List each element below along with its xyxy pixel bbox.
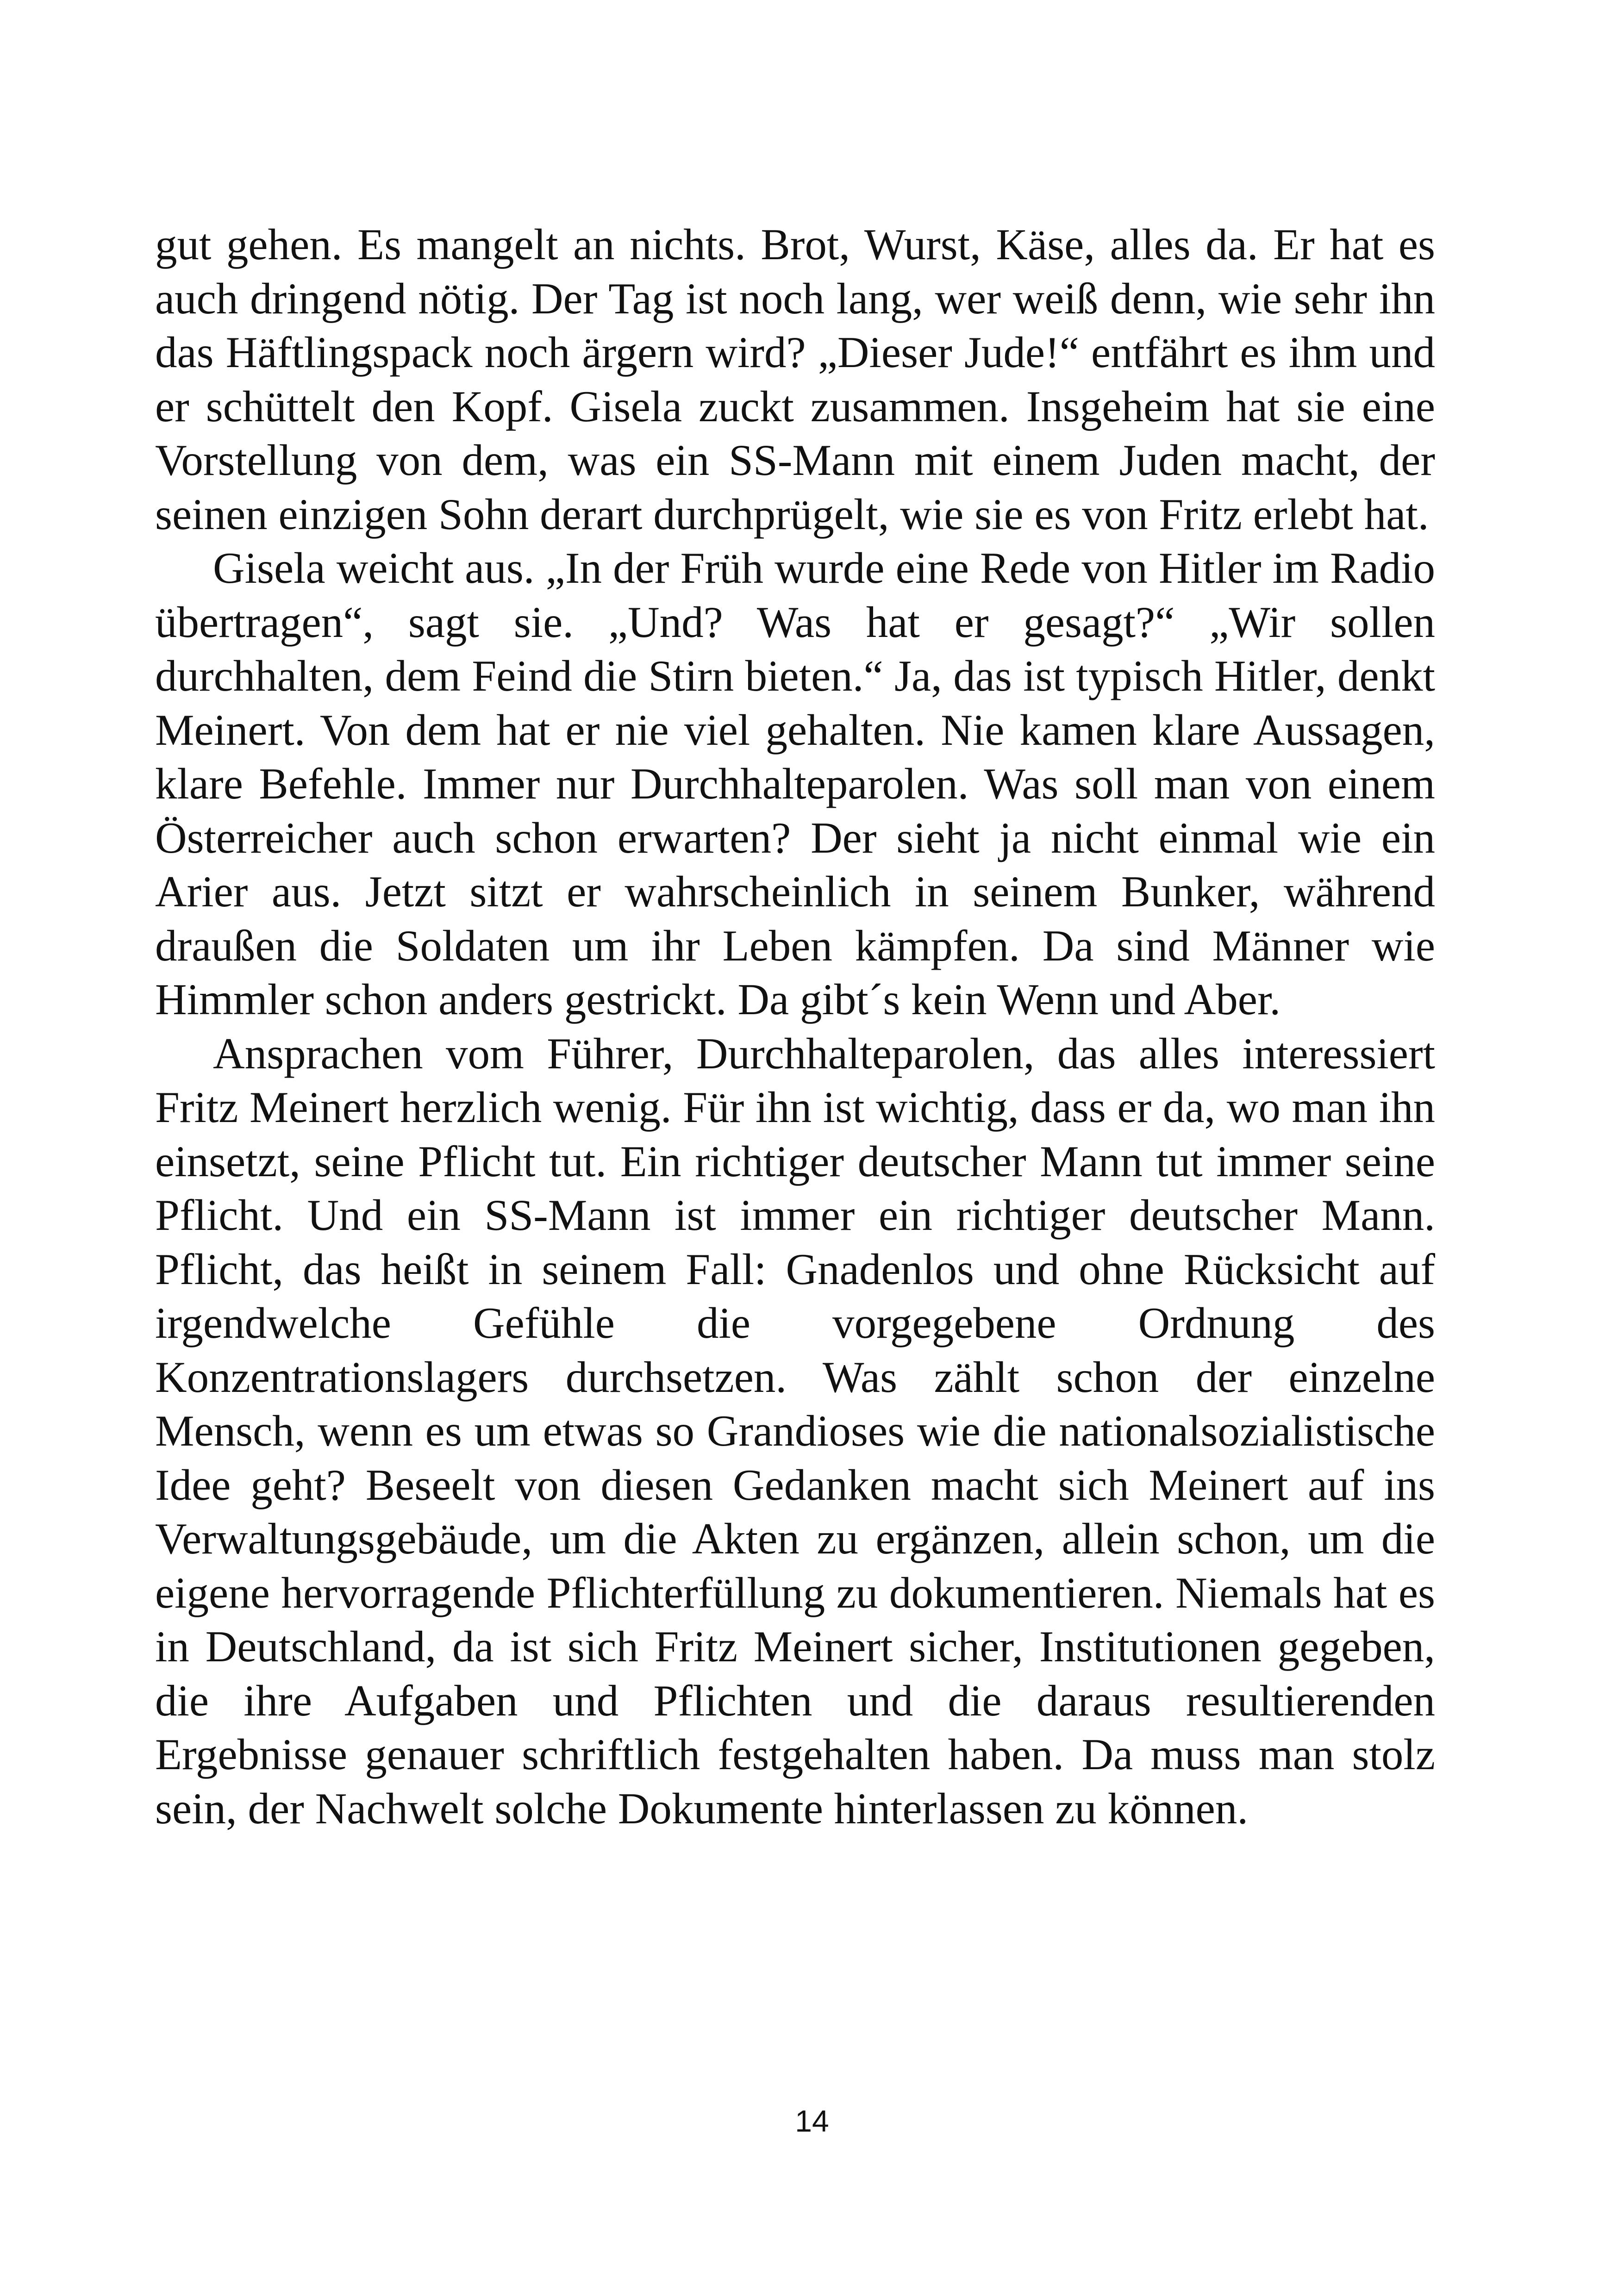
paragraph: Ansprachen vom Führer, Durchhalteparolen, das alles interessiert Fritz Meinert herzlich wenig. Für ihn ist wichtig, dass er da, wo man ihn einsetzt, seine Pflicht tut. Ein richtiger deutscher Mann tut immer seine Pflicht. Und ein SS-Mann ist immer ein richtiger deutscher Mann. Pflicht, das heißt in seinem Fall: Gnadenlos und ohne Rücksicht auf irgendwelche Gefühle die vorgegebene Ordnung des Konzentrationslagers durchsetzen. Was zählt schon der einzelne Mensch, wenn es um etwas so Grandioses wie die nationalsozialistische Idee geht? Beseelt von diesen Gedanken macht sich Meinert auf ins Verwaltungsgebäude, um die Akten zu ergänzen, allein schon, um die eigene hervorragende Pflichterfüllung zu dokumentieren. Niemals hat es in Deutschland, da ist sich Fritz Meinert sicher, Institutionen gegeben, die ihre Aufgaben und Pflichten und die daraus resultierenden Ergebnisse genauer schriftlich festgehalten haben. Da muss man stolz sein, der Nachwelt solche Dokumente hinterlassen zu können.	[155, 1029, 1435, 1833]
body-text	[155, 218, 1435, 1835]
paragraph: Gisela weicht aus. „In der Früh wurde eine Rede von Hitler im Radio übertragen“, sagt sie. „Und? Was hat er gesagt?“ „Wir sollen durchhalten, dem Feind die Stirn bieten.“ Ja, das ist typisch Hitler, denkt Meinert. Von dem hat er nie viel gehalten. Nie kamen klare Aussagen, klare Befehle. Immer nur Durchhalteparolen. Was soll man von einem Österreicher auch schon erwarten? Der sieht ja nicht einmal wie ein Arier aus. Jetzt sitzt er wahrscheinlich in seinem Bunker, während draußen die Soldaten um ihr Leben kämpfen. Da sind Männer wie Himmler schon anders gestrickt. Da gibt´s kein Wenn und Aber.	[155, 543, 1435, 1024]
paragraph-continuation: gut gehen. Es mangelt an nichts. Brot, Wurst, Käse, alles da. Er hat es auch dringend nötig. Der Tag ist noch lang, wer weiß denn, wie sehr ihn das Häftlingspack noch ärgern wird? „Dieser Jude!“ entfährt es ihm und er schüttelt den Kopf. Gisela zuckt zusammen. Insgeheim hat sie eine Vorstellung von dem, was ein SS-Mann mit einem Juden macht, der seinen einzigen Sohn derart durchprügelt, wie sie es von Fritz erlebt hat.	[155, 220, 1435, 539]
page-number: 14	[795, 2104, 829, 2138]
